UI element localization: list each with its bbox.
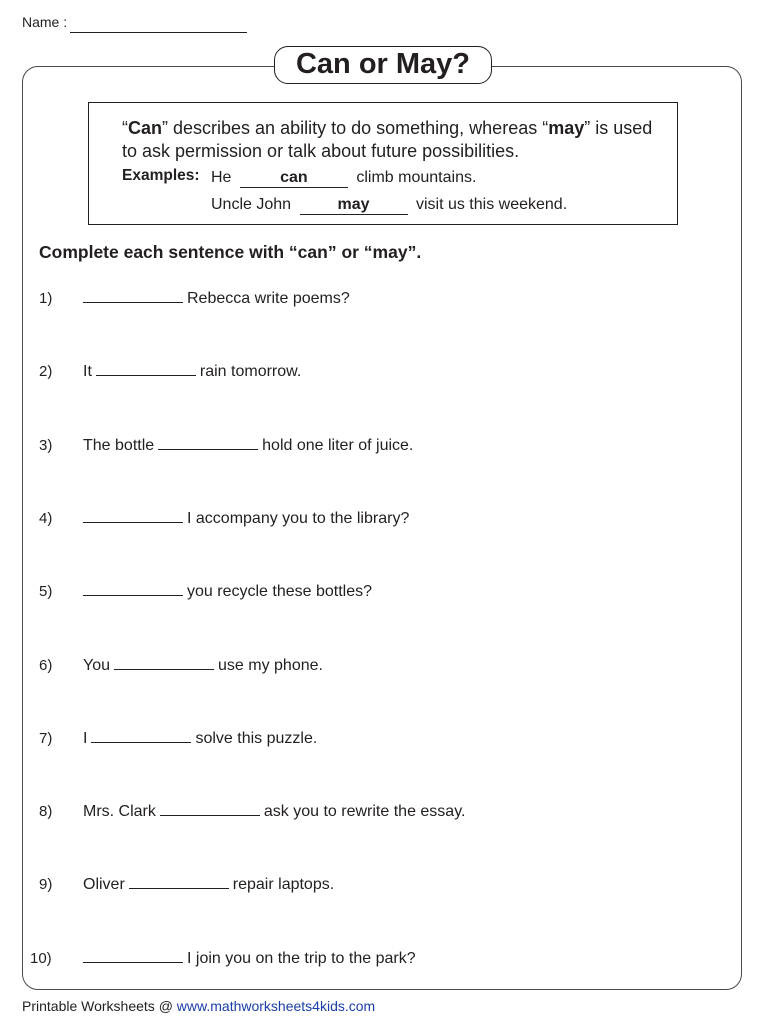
question-row xyxy=(83,289,350,309)
question-number: 3) xyxy=(39,437,53,454)
question-text-before: Oliver xyxy=(83,876,125,893)
question-text-after: hold one liter of juice. xyxy=(262,437,414,454)
examples-label: Examples: xyxy=(122,167,200,184)
name-field-line[interactable] xyxy=(70,32,247,33)
question-number: 2) xyxy=(39,363,53,380)
question-text-after: solve this puzzle. xyxy=(195,730,318,747)
worksheet-title: Can or May? xyxy=(274,46,492,84)
name-label: Name : xyxy=(22,14,68,30)
answer-blank[interactable] xyxy=(158,437,258,450)
example-2-before: Uncle John xyxy=(211,196,292,213)
example-1-before: He xyxy=(211,169,232,186)
instruction-text: Complete each sentence with “can” or “may”. xyxy=(39,242,422,262)
question-text-before: I xyxy=(83,730,88,747)
question-row xyxy=(83,875,334,895)
question-number: 6) xyxy=(39,657,53,674)
question-text-after: Rebecca write poems? xyxy=(187,290,350,307)
word-may: may xyxy=(548,118,585,138)
question-text-before: It xyxy=(83,363,92,380)
question-row xyxy=(83,656,323,676)
example-2 xyxy=(211,196,567,215)
question-text-before: Mrs. Clark xyxy=(83,803,156,820)
question-row xyxy=(83,362,301,382)
question-number: 9) xyxy=(39,876,53,893)
question-text-before: You xyxy=(83,657,110,674)
answer-blank[interactable] xyxy=(96,363,196,376)
answer-blank[interactable] xyxy=(83,950,183,963)
question-text-after: I join you on the trip to the park? xyxy=(187,950,416,967)
example-1 xyxy=(211,169,476,188)
example-2-answer: may xyxy=(300,196,408,215)
question-text-before: The bottle xyxy=(83,437,155,454)
question-number: 5) xyxy=(39,583,53,600)
question-text-after: I accompany you to the library? xyxy=(187,510,410,527)
rule-text-1: ” describes an ability to do something, whereas “ xyxy=(162,118,549,138)
answer-blank[interactable] xyxy=(83,583,183,596)
answer-blank[interactable] xyxy=(83,510,183,523)
question-text-after: repair laptops. xyxy=(232,876,335,893)
answer-blank[interactable] xyxy=(114,657,214,670)
question-row xyxy=(83,802,465,822)
example-1-after: climb mountains. xyxy=(356,169,477,186)
question-row xyxy=(83,582,372,602)
example-1-answer: can xyxy=(240,169,348,188)
word-can: Can xyxy=(128,118,163,138)
question-text-after: use my phone. xyxy=(218,657,323,674)
answer-blank[interactable] xyxy=(160,803,260,816)
footer-text: Printable Worksheets @ xyxy=(22,998,177,1014)
question-text-after: ask you to rewrite the essay. xyxy=(263,803,466,820)
question-number: 10) xyxy=(30,950,52,967)
answer-blank[interactable] xyxy=(129,876,229,889)
question-row xyxy=(83,729,317,749)
footer xyxy=(22,998,375,1014)
rule-box xyxy=(88,102,678,225)
question-text-after: you recycle these bottles? xyxy=(187,583,372,600)
rule-description: “Can” describes an ability to do something, whereas “may” is used to ask permission or talk about future possibilities. xyxy=(122,118,653,161)
question-row xyxy=(83,436,413,456)
question-row xyxy=(83,949,416,969)
question-row xyxy=(83,509,409,529)
question-text-after: rain tomorrow. xyxy=(199,363,302,380)
rule-text-2: ” is used to ask permission or talk about future possibilities. xyxy=(122,118,653,161)
question-number: 7) xyxy=(39,730,53,747)
footer-link[interactable]: www.mathworksheets4kids.com xyxy=(176,998,376,1014)
example-2-after: visit us this weekend. xyxy=(415,196,568,213)
question-number: 1) xyxy=(39,290,53,307)
question-number: 8) xyxy=(39,803,53,820)
answer-blank[interactable] xyxy=(91,730,191,743)
answer-blank[interactable] xyxy=(83,290,183,303)
question-number: 4) xyxy=(39,510,53,527)
